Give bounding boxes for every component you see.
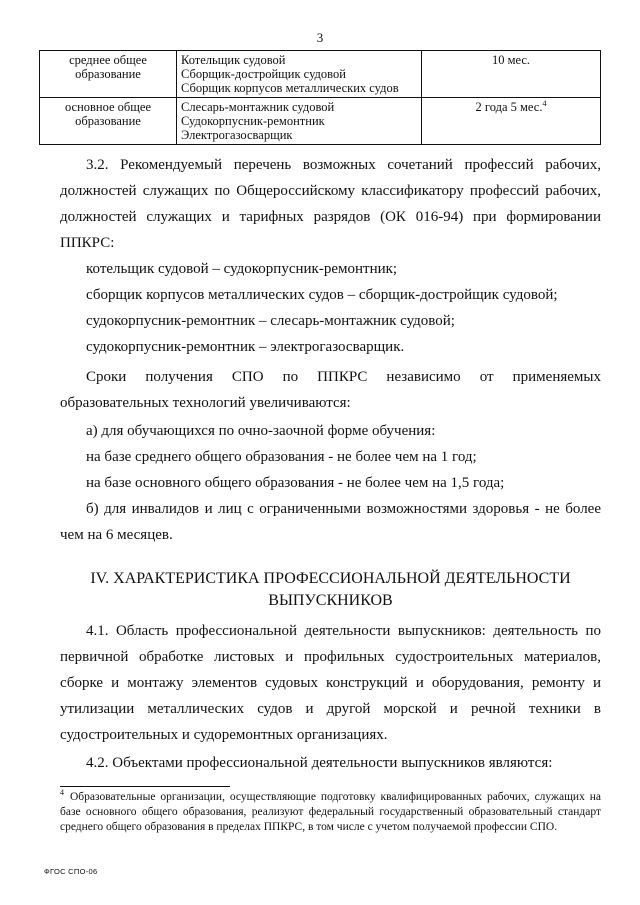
profession-item: Электрогазосварщик (181, 128, 293, 142)
table-row (40, 98, 601, 145)
professions-cell (177, 98, 422, 145)
education-level-cell: среднее общее образование (40, 51, 177, 98)
terms-intro-paragraph: Сроки получения СПО по ППКРС независимо от применяемых образовательных технологий увеличиваются: (60, 369, 601, 411)
profession-item: Слесарь-монтажник судовой (181, 100, 335, 114)
footnote-text: Образовательные организации, осуществляющие подготовку квалифицированных рабочих, служащих на базе основного общего образования, реализуют федеральный государственный образовательный стандарт среднего общего образования в пределах ППКРС, в том числе с учетом получаемой профессии СПО. (60, 791, 601, 833)
combination-item: сборщик корпусов металлических судов – сборщик-достройщик судовой; (86, 287, 558, 303)
footnote-divider (60, 786, 230, 787)
list-item-b: б) для инвалидов и лиц с ограниченными возможностями здоровья - не более чем на 6 месяцев. (60, 501, 601, 543)
document-code: ФГОС СПО-06 (44, 867, 98, 876)
footnote (60, 790, 601, 835)
footnote-reference: 4 (542, 98, 547, 108)
paragraph-4-2: 4.2. Объектами профессиональной деятельности выпускников являются: (86, 755, 553, 771)
combination-item: судокорпусник-ремонтник – электрогазосварщик. (86, 339, 405, 355)
term-cell (422, 51, 601, 98)
paragraph-3-2: 3.2. Рекомендуемый перечень возможных сочетаний профессий рабочих, должностей служащих по Общероссийскому классификатору профессий рабочих, должностей служащих и тарифных разрядов (ОК 016-94) при формировании ППКРС: (60, 157, 601, 251)
list-item-a-2: на базе основного общего образования - не более чем на 1,5 года; (86, 475, 505, 491)
section-heading-line: IV. ХАРАКТЕРИСТИКА ПРОФЕССИОНАЛЬНОЙ ДЕЯТЕЛЬНОСТИ (90, 570, 571, 587)
combination-item: судокорпусник-ремонтник – слесарь-монтажник судовой; (86, 313, 455, 329)
page-number: 3 (316, 30, 324, 45)
section-heading-line: ВЫПУСКНИКОВ (268, 592, 393, 609)
combination-item: котельщик судовой – судокорпусник-ремонтник; (86, 261, 398, 277)
paragraph-4-1: 4.1. Область профессиональной деятельности выпускников: деятельность по первичной обработке листовых и профильных судостроительных материалов, сборке и монтажу элементов судовых конструкций и оборудования, ремонту и утилизации металлических судов и другой морской и речной техники в судостроительных и судоремонтных организациях. (60, 623, 601, 743)
profession-item: Котельщик судовой (181, 53, 286, 67)
education-level-cell: основное общее образование (40, 98, 177, 145)
profession-item: Судокорпусник-ремонтник (181, 114, 325, 128)
professions-table (39, 50, 601, 145)
section-heading (60, 568, 601, 612)
footnote-marker: 4 (60, 788, 64, 798)
term-value: 10 мес. (491, 53, 531, 67)
profession-item: Сборщик корпусов металлических судов (181, 81, 399, 95)
term-value: 2 года 5 мес. (475, 100, 543, 114)
list-item-a-1: на базе среднего общего образования - не более чем на 1 год; (86, 449, 477, 465)
profession-item: Сборщик-достройщик судовой (181, 67, 346, 81)
term-cell (422, 98, 601, 145)
professions-cell (177, 51, 422, 98)
table-row (40, 51, 601, 98)
list-item-a: а) для обучающихся по очно-заочной форме обучения: (86, 423, 436, 439)
